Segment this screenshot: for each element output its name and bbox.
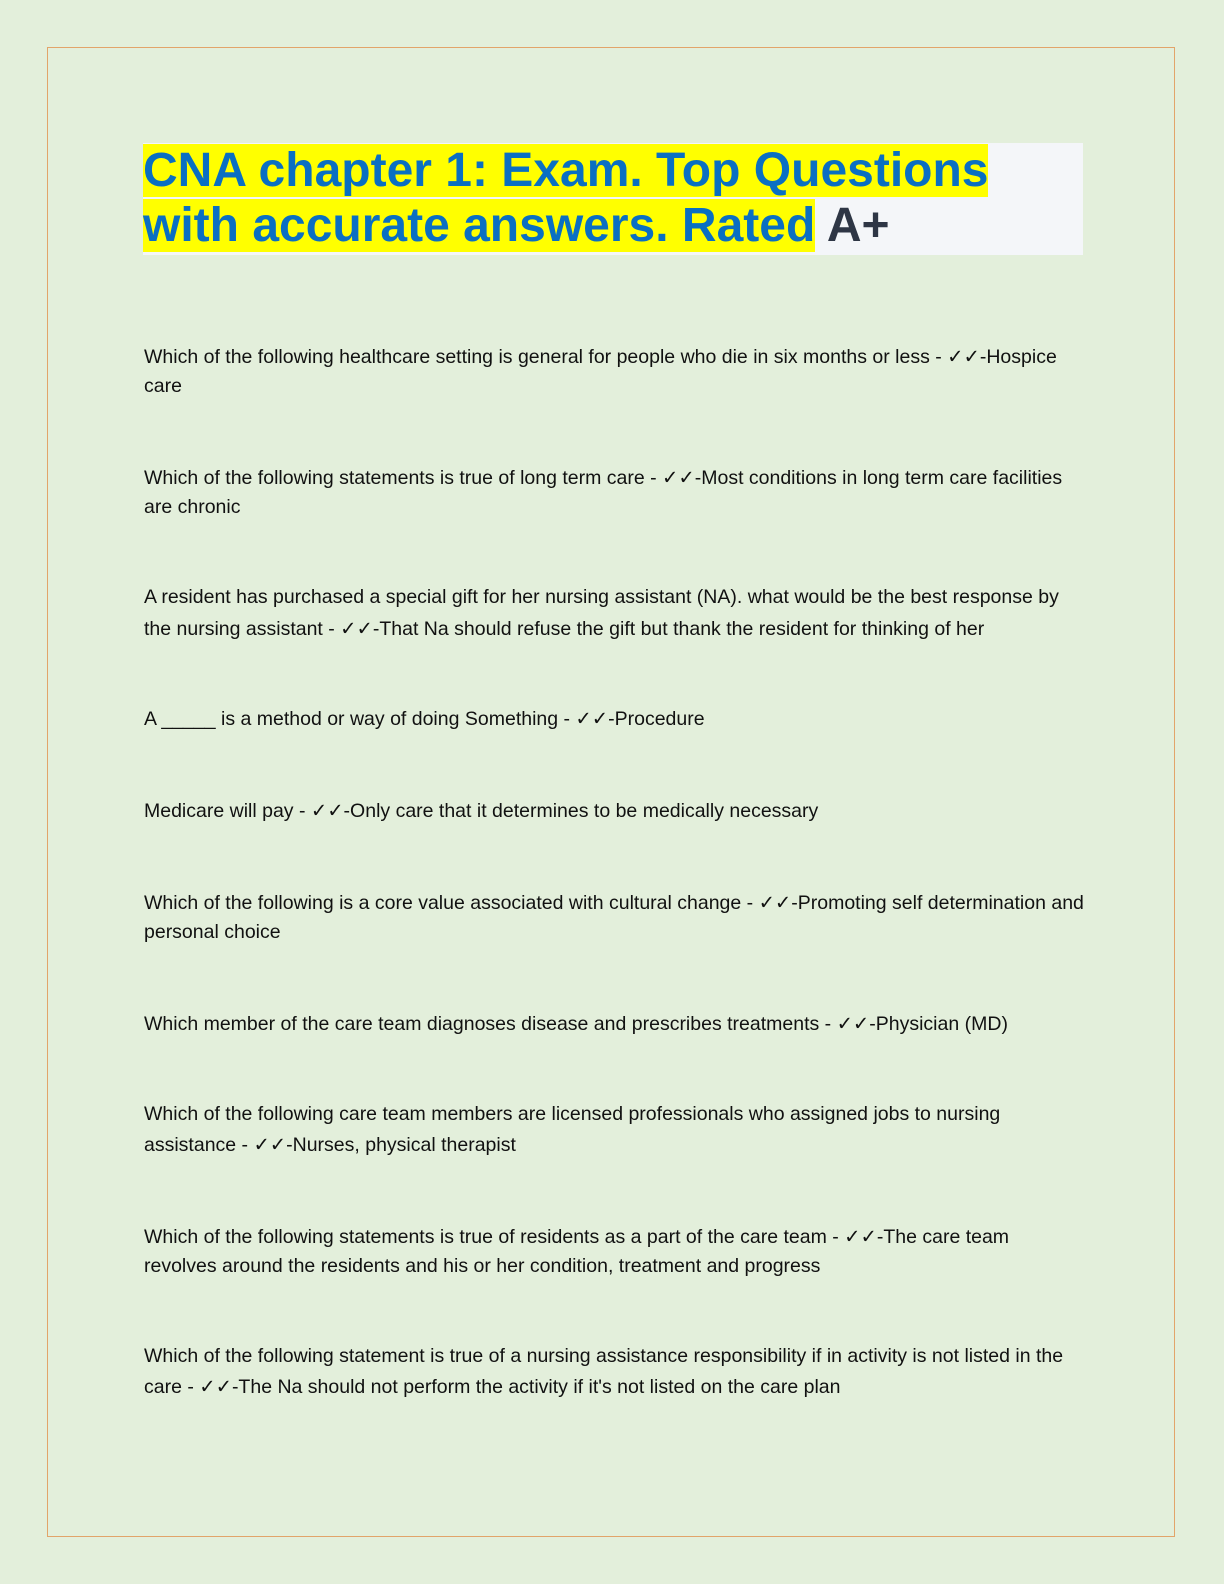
qa-item-8: Which of the following care team members are licensed professionals who assigned jobs to nursing assistance - ✓✓-Nurses, physical therapist — [144, 1103, 1001, 1156]
qa-item-5: Medicare will pay - ✓✓-Only care that it determines to be medically necessary — [144, 800, 819, 822]
page-border — [47, 47, 1175, 1537]
title-highlighted-text: CNA chapter 1: Exam. Top Questions with accurate answers. Rated — [143, 144, 989, 252]
qa-item-3: A resident has purchased a special gift for her nursing assistant (NA). what would be the best response by the nursing assistant - ✓✓-That Na should refuse the gift but thank the resident for thinking of her — [144, 586, 1059, 640]
qa-item-9: Which of the following statements is true of residents as a part of the care team - ✓✓-The care team revolves around the residents and his or her condition, treatment and progress — [144, 1226, 1010, 1277]
qa-item-2: Which of the following statements is true of long term care - ✓✓-Most conditions in long term care facilities are chronic — [144, 467, 1063, 518]
qa-item-6: Which of the following is a core value associated with cultural change - ✓✓-Promoting self determination and personal choice — [144, 892, 1084, 943]
title-block — [143, 143, 1083, 255]
title-grade: A+ — [826, 199, 890, 252]
qa-item-1: Which of the following healthcare setting is general for people who die in six months or less - ✓✓-Hospice care — [144, 346, 1057, 397]
qa-item-7: Which member of the care team diagnoses disease and prescribes treatments - ✓✓-Physician (MD) — [144, 1013, 1008, 1035]
qa-item-10: Which of the following statement is true of a nursing assistance responsibility if in activity is not listed in the care - ✓✓-The Na should not perform the activity if it's not listed on the care plan — [144, 1345, 1064, 1398]
qa-item-4: A _____ is a method or way of doing Something - ✓✓-Procedure — [144, 708, 705, 730]
document-title — [143, 143, 1083, 253]
